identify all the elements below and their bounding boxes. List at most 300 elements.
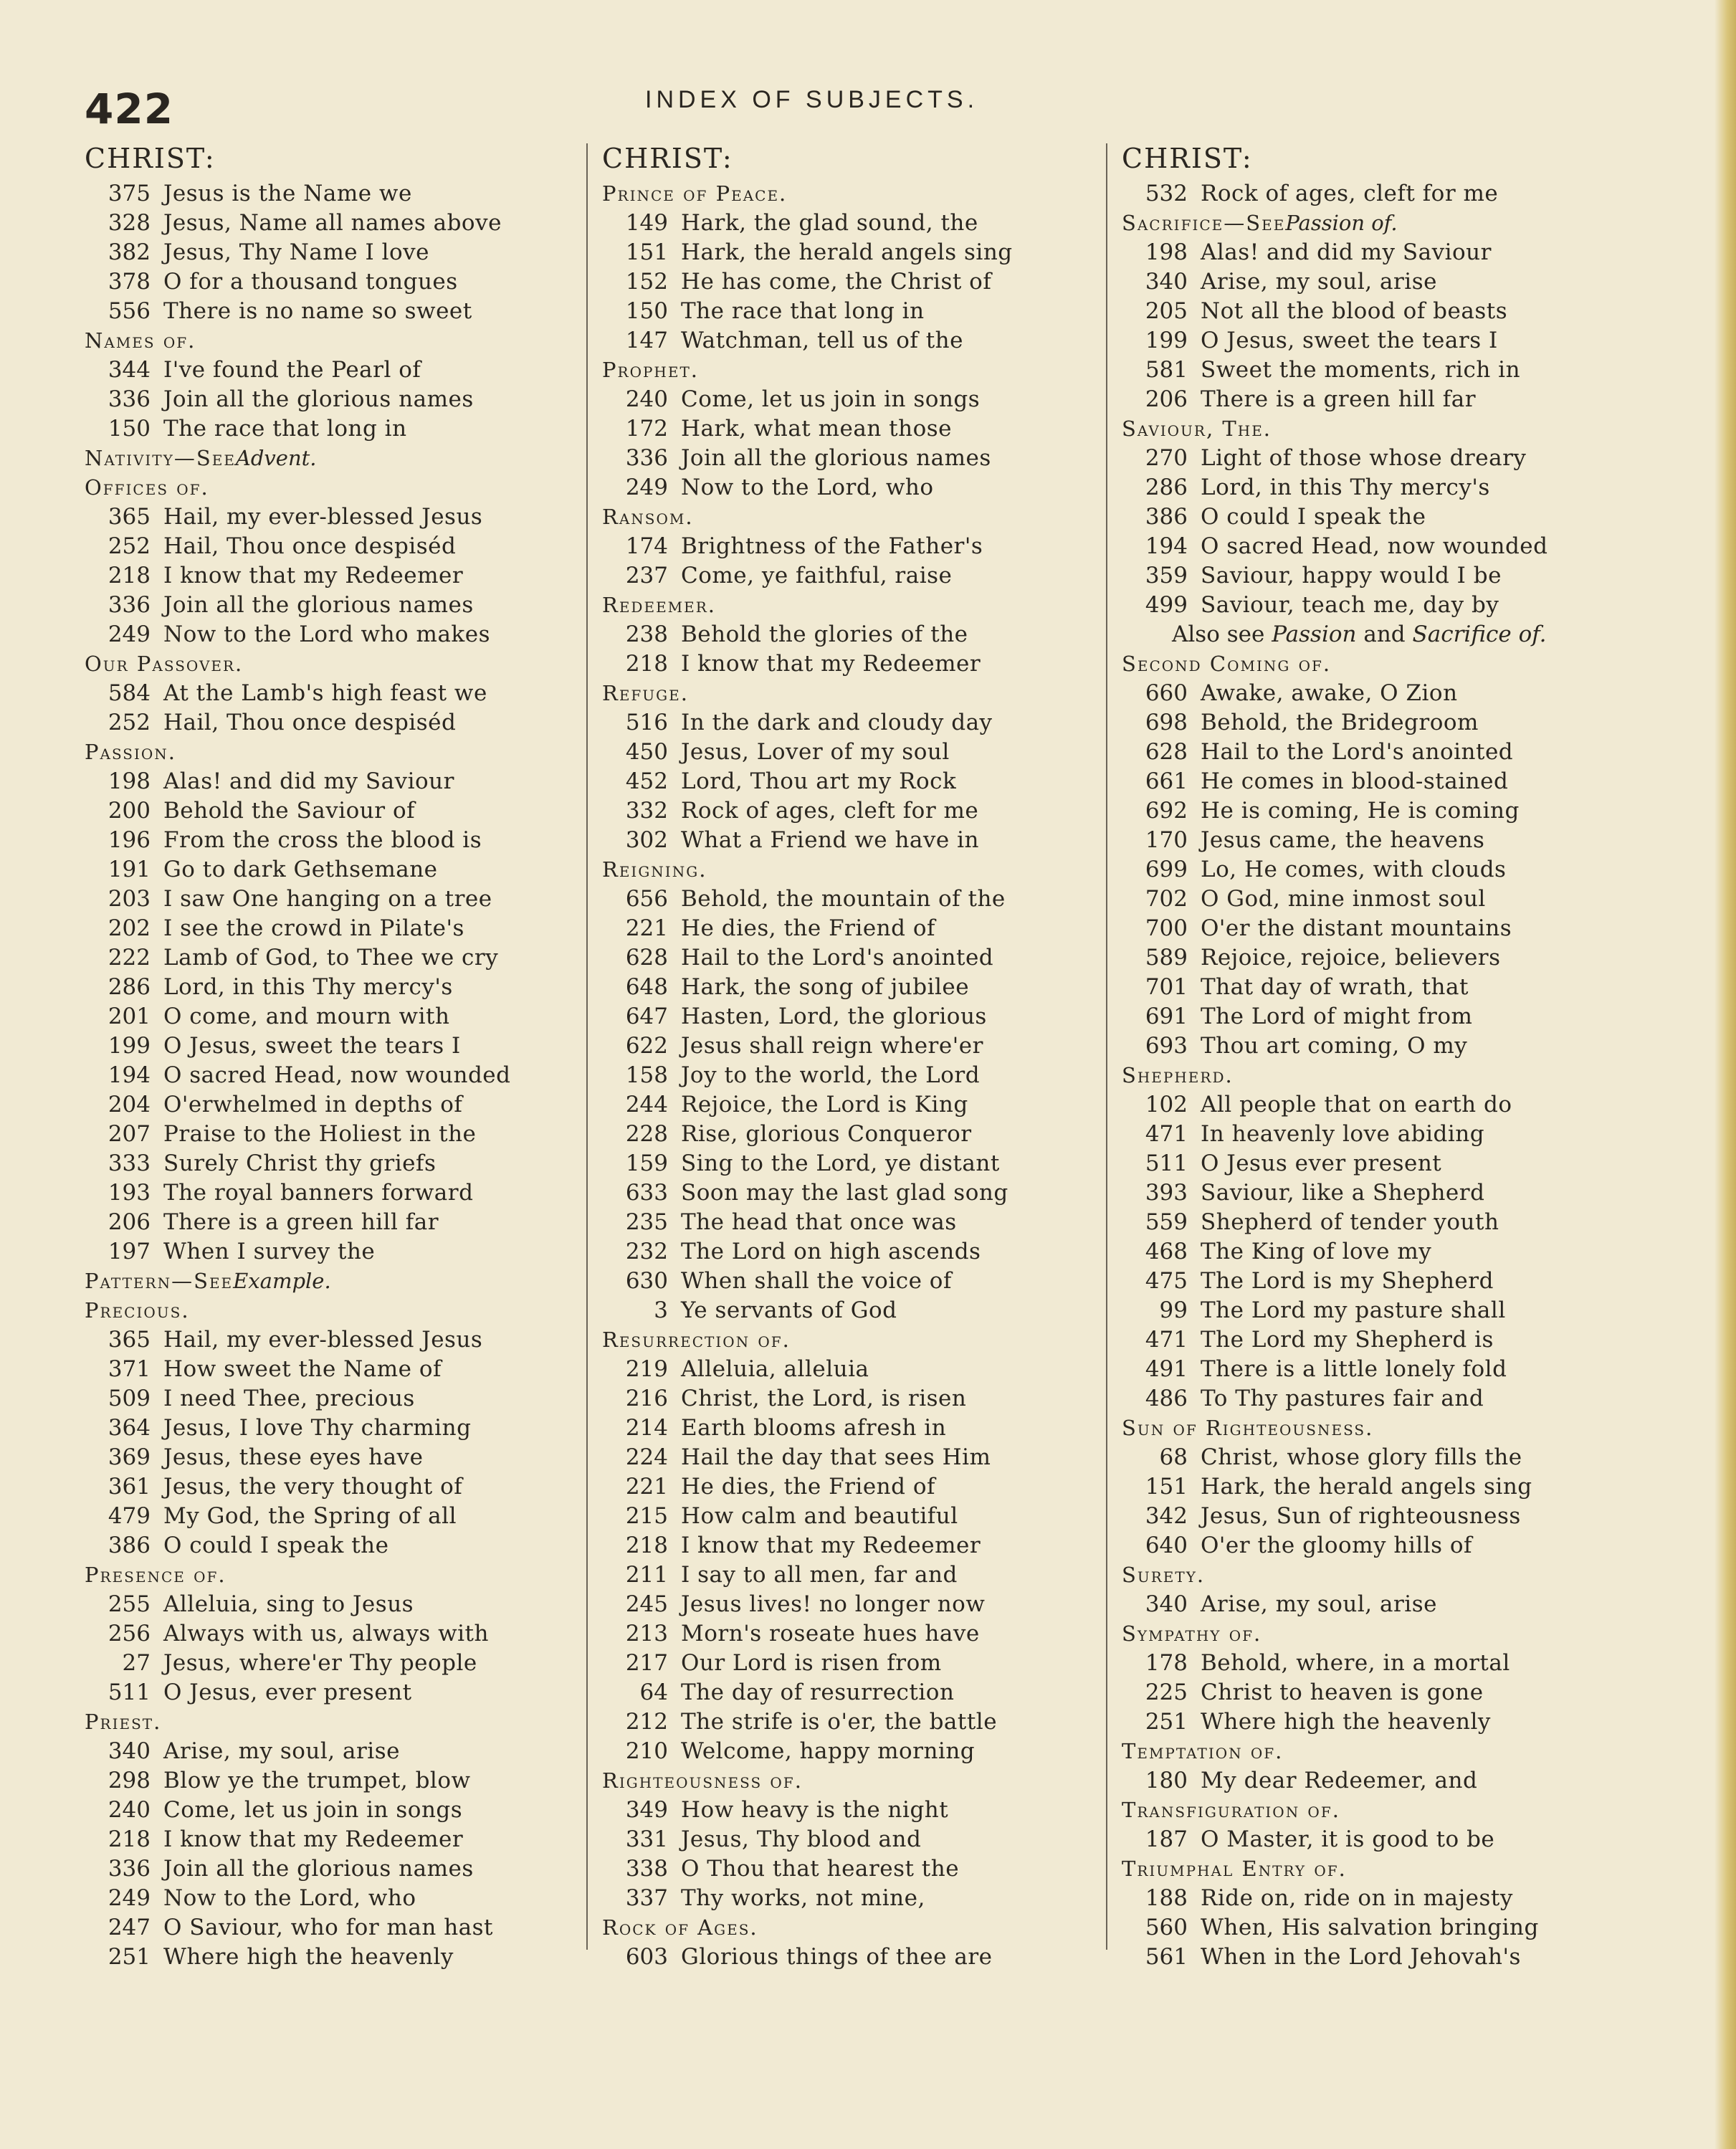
subject-title: Ransom. <box>602 505 694 529</box>
hymn-number: 337 <box>625 1885 668 1911</box>
hymn-first-line: Welcome, happy morning <box>681 1738 976 1764</box>
hymn-first-line: I know that my Redeemer <box>163 563 464 589</box>
see-reference: Passion of. <box>1285 211 1398 235</box>
index-entry <box>1122 502 1638 532</box>
hymn-first-line: Watchman, tell us of the <box>681 328 963 353</box>
hymn-number: 633 <box>625 1180 668 1206</box>
hymn-first-line: O for a thousand tongues <box>163 269 458 295</box>
hymn-first-line: Saviour, teach me, day by <box>1201 592 1499 618</box>
index-entry <box>85 1825 601 1854</box>
index-entry <box>602 885 1118 914</box>
hymn-first-line: Lord, in this Thy mercy's <box>163 974 453 1000</box>
index-entry <box>85 414 601 444</box>
hymn-number: 170 <box>1145 827 1188 853</box>
hymn-number: 256 <box>108 1621 151 1647</box>
subject-title: Our Passover. <box>85 652 244 676</box>
hymn-first-line: Jesus, Thy blood and <box>681 1826 922 1852</box>
hymn-first-line: O could I speak the <box>163 1533 389 1558</box>
hymn-number: 232 <box>625 1239 668 1264</box>
hymn-number: 371 <box>108 1356 151 1382</box>
hymn-first-line: Lo, He comes, with clouds <box>1201 857 1507 882</box>
hymn-number: 194 <box>108 1062 151 1088</box>
index-entry <box>1122 885 1638 914</box>
hymn-first-line: He has come, the Christ of <box>681 269 992 295</box>
index-entry <box>602 1002 1118 1031</box>
index-entry <box>1122 1678 1638 1707</box>
hymn-number: 151 <box>1145 1474 1188 1500</box>
subject-heading <box>85 326 601 356</box>
hymn-first-line: I know that my Redeemer <box>681 1533 981 1558</box>
index-entry <box>1122 179 1638 209</box>
subject-title: Second Coming of. <box>1122 652 1332 676</box>
hymn-number: 152 <box>625 269 668 295</box>
hymn-number: 560 <box>1145 1915 1188 1940</box>
hymn-first-line: There is a little lonely fold <box>1201 1356 1507 1382</box>
hymn-first-line: Earth blooms afresh in <box>681 1415 947 1441</box>
hymn-number: 340 <box>1145 269 1188 295</box>
index-entry <box>1122 385 1638 414</box>
index-entry <box>85 1237 601 1267</box>
subject-heading <box>602 502 1118 532</box>
index-entry <box>85 1913 601 1943</box>
hymn-number: 216 <box>625 1386 668 1411</box>
subject-heading <box>1122 1619 1638 1649</box>
subject-title: Righteousness of. <box>602 1768 803 1793</box>
hymn-first-line: I know that my Redeemer <box>163 1826 464 1852</box>
index-entry <box>602 1649 1118 1678</box>
hymn-number: 211 <box>625 1562 668 1588</box>
hymn-first-line: Go to dark Gethsemane <box>163 857 438 882</box>
index-entry <box>602 973 1118 1002</box>
hymn-number: 219 <box>625 1356 668 1382</box>
hymn-first-line: O come, and mourn with <box>163 1004 450 1029</box>
hymn-number: 393 <box>1145 1180 1188 1206</box>
index-entry <box>85 1472 601 1502</box>
hymn-number: 286 <box>108 974 151 1000</box>
hymn-first-line: Jesus is the Name we <box>163 181 412 206</box>
hymn-first-line: In heavenly love abiding <box>1201 1121 1485 1147</box>
hymn-first-line: O'er the distant mountains <box>1201 915 1512 941</box>
hymn-number: 589 <box>1145 945 1188 971</box>
hymn-first-line: Now to the Lord who makes <box>163 621 490 647</box>
hymn-first-line: Sweet the moments, rich in <box>1201 357 1521 383</box>
hymn-number: 556 <box>108 298 151 324</box>
hymn-number: 255 <box>108 1591 151 1617</box>
index-entry <box>602 1707 1118 1737</box>
index-entry <box>1122 943 1638 973</box>
hymn-number: 286 <box>1145 475 1188 500</box>
hymn-first-line: Jesus shall reign where'er <box>681 1033 983 1059</box>
subject-heading <box>1122 414 1638 444</box>
hymn-first-line: Glorious things of thee are <box>681 1944 993 1970</box>
hymn-first-line: He comes in blood-stained <box>1201 768 1509 794</box>
index-entry <box>602 1531 1118 1560</box>
subject-title: Sacrifice—See <box>1122 211 1286 235</box>
hymn-first-line: O Jesus ever present <box>1201 1150 1442 1176</box>
hymn-number: 196 <box>108 827 151 853</box>
hymn-first-line: I saw One hanging on a tree <box>163 886 492 912</box>
hymn-first-line: Blow ye the trumpet, blow <box>163 1768 471 1793</box>
index-entry <box>85 209 601 238</box>
index-entry <box>85 1737 601 1766</box>
hymn-number: 336 <box>108 386 151 412</box>
hymn-number: 147 <box>625 328 668 353</box>
index-entry <box>85 1355 601 1384</box>
index-entry <box>602 1472 1118 1502</box>
index-entry <box>85 1502 601 1531</box>
hymn-number: 693 <box>1145 1033 1188 1059</box>
hymn-number: 203 <box>108 886 151 912</box>
hymn-number: 204 <box>108 1092 151 1118</box>
hymn-number: 247 <box>108 1915 151 1940</box>
hymn-first-line: Come, ye faithful, raise <box>681 563 953 589</box>
hymn-first-line: Thou art coming, O my <box>1201 1033 1468 1059</box>
index-entry <box>85 1766 601 1796</box>
hymn-number: 491 <box>1145 1356 1188 1382</box>
hymn-number: 378 <box>108 269 151 295</box>
hymn-first-line: Rock of ages, cleft for me <box>681 798 979 824</box>
hymn-first-line: Hark, the song of jubilee <box>681 974 970 1000</box>
hymn-number: 218 <box>625 1533 668 1558</box>
index-entry <box>85 1002 601 1031</box>
hymn-number: 245 <box>625 1591 668 1617</box>
index-entry <box>1122 1884 1638 1913</box>
hymn-first-line: The race that long in <box>681 298 925 324</box>
subject-title: Surety. <box>1122 1563 1206 1587</box>
index-entry <box>602 473 1118 502</box>
index-entry <box>602 561 1118 591</box>
hymn-first-line: Rejoice, rejoice, believers <box>1201 945 1501 971</box>
index-entry <box>85 826 601 855</box>
index-entry <box>602 414 1118 444</box>
subject-title: Saviour, The. <box>1122 416 1272 441</box>
index-entry <box>85 1943 601 1972</box>
hymn-first-line: The race that long in <box>163 416 407 442</box>
see-reference: Advent. <box>235 446 317 470</box>
hymn-number: 158 <box>625 1062 668 1088</box>
index-entry <box>85 1208 601 1237</box>
index-entry <box>602 914 1118 943</box>
hymn-first-line: Come, let us join in songs <box>681 386 981 412</box>
hymn-first-line: O sacred Head, now wounded <box>1201 533 1548 559</box>
hymn-first-line: Alas! and did my Saviour <box>163 768 454 794</box>
hymn-first-line: Thy works, not mine, <box>681 1885 925 1911</box>
hymn-number: 150 <box>625 298 668 324</box>
hymn-first-line: O sacred Head, now wounded <box>163 1062 511 1088</box>
hymn-number: 338 <box>625 1856 668 1882</box>
subject-title: Names of. <box>85 328 196 353</box>
index-entry <box>1122 532 1638 561</box>
index-entry <box>85 1178 601 1208</box>
hymn-first-line: That day of wrath, that <box>1201 974 1469 1000</box>
hymn-first-line: Jesus, Thy Name I love <box>163 239 430 265</box>
hymn-number: 238 <box>625 621 668 647</box>
hymn-first-line: Hail, my ever-blessed Jesus <box>163 504 483 530</box>
index-entry <box>1122 855 1638 885</box>
hymn-first-line: Behold, where, in a mortal <box>1201 1650 1510 1676</box>
hymn-number: 199 <box>1145 328 1188 353</box>
index-entry <box>602 1178 1118 1208</box>
hymn-number: 249 <box>108 621 151 647</box>
hymn-first-line: Our Lord is risen from <box>681 1650 942 1676</box>
index-entry <box>1122 1296 1638 1325</box>
hymn-number: 99 <box>1159 1297 1188 1323</box>
hymn-first-line: Jesus, the very thought of <box>163 1474 463 1500</box>
index-entry <box>1122 1090 1638 1120</box>
index-column-3 <box>1122 142 1638 1972</box>
hymn-number: 450 <box>625 739 668 765</box>
index-entry <box>602 1943 1118 1972</box>
hymn-number: 486 <box>1145 1386 1188 1411</box>
hymn-first-line: When shall the voice of <box>681 1268 952 1294</box>
hymn-number: 369 <box>108 1444 151 1470</box>
subject-heading <box>85 1707 601 1737</box>
hymn-first-line: Awake, awake, O Zion <box>1201 680 1458 706</box>
hymn-number: 198 <box>1145 239 1188 265</box>
hymn-number: 206 <box>1145 386 1188 412</box>
hymn-number: 331 <box>625 1826 668 1852</box>
page-number: 422 <box>85 85 174 133</box>
hymn-first-line: Jesus came, the heavens <box>1201 827 1485 853</box>
hymn-number: 475 <box>1145 1268 1188 1294</box>
hymn-number: 302 <box>625 827 668 853</box>
subject-heading <box>85 473 601 502</box>
hymn-number: 206 <box>108 1209 151 1235</box>
hymn-number: 471 <box>1145 1121 1188 1147</box>
hymn-number: 244 <box>625 1092 668 1118</box>
subject-title: Precious. <box>85 1298 190 1323</box>
index-entry <box>602 649 1118 679</box>
hymn-first-line: Jesus, I love Thy charming <box>163 1415 472 1441</box>
subject-heading <box>602 855 1118 885</box>
hymn-first-line: Now to the Lord, who <box>681 475 934 500</box>
hymn-number: 532 <box>1145 181 1188 206</box>
running-head: INDEX OF SUBJECTS. <box>645 86 979 113</box>
hymn-number: 340 <box>1145 1591 1188 1617</box>
index-entry <box>602 1825 1118 1854</box>
column-heading: CHRIST: <box>602 143 733 174</box>
index-entry <box>85 502 601 532</box>
hymn-number: 386 <box>1145 504 1188 530</box>
column-heading: CHRIST: <box>85 143 216 174</box>
hymn-first-line: O Jesus, sweet the tears I <box>1201 328 1498 353</box>
index-entry <box>602 1031 1118 1061</box>
hymn-first-line: How heavy is the night <box>681 1797 949 1823</box>
hymn-number: 361 <box>108 1474 151 1500</box>
hymn-first-line: Hail, my ever-blessed Jesus <box>163 1327 483 1353</box>
hymn-number: 359 <box>1145 563 1188 589</box>
index-entry <box>602 297 1118 326</box>
hymn-first-line: Hark, what mean those <box>681 416 953 442</box>
hymn-first-line: Hail to the Lord's anointed <box>681 945 994 971</box>
hymn-number: 214 <box>625 1415 668 1441</box>
page-edge <box>1714 0 1736 2149</box>
hymn-first-line: How calm and beautiful <box>681 1503 958 1529</box>
subject-heading <box>602 356 1118 385</box>
hymn-first-line: Behold the Saviour of <box>163 798 416 824</box>
hymn-number: 199 <box>108 1033 151 1059</box>
index-entry <box>602 620 1118 649</box>
hymn-number: 365 <box>108 1327 151 1353</box>
subject-heading <box>602 1913 1118 1943</box>
column-divider <box>1106 143 1107 1950</box>
hymn-number: 700 <box>1145 915 1188 941</box>
hymn-first-line: The head that once was <box>681 1209 957 1235</box>
index-entry <box>602 1443 1118 1472</box>
hymn-number: 340 <box>108 1738 151 1764</box>
hymn-first-line: He dies, the Friend of <box>681 1474 935 1500</box>
index-entry <box>602 326 1118 356</box>
index-entry <box>1122 826 1638 855</box>
index-entry <box>85 796 601 826</box>
index-entry <box>602 738 1118 767</box>
hymn-number: 622 <box>625 1033 668 1059</box>
index-entry <box>1122 1502 1638 1531</box>
subject-title: Prophet. <box>602 358 700 382</box>
index-entry <box>1122 561 1638 591</box>
hymn-first-line: Alleluia, alleluia <box>681 1356 869 1382</box>
hymn-first-line: Alleluia, sing to Jesus <box>163 1591 414 1617</box>
hymn-number: 222 <box>108 945 151 971</box>
hymn-first-line: He is coming, He is coming <box>1201 798 1520 824</box>
hymn-first-line: Arise, my soul, arise <box>1201 269 1437 295</box>
hymn-first-line: Sing to the Lord, ye distant <box>681 1150 1000 1176</box>
hymn-number: 382 <box>108 239 151 265</box>
hymn-first-line: Jesus lives! no longer now <box>681 1591 986 1617</box>
hymn-number: 191 <box>108 857 151 882</box>
index-entry <box>602 1120 1118 1149</box>
index-entry <box>1122 1384 1638 1414</box>
hymn-first-line: Ye servants of God <box>681 1297 897 1323</box>
hymn-number: 178 <box>1145 1650 1188 1676</box>
index-entry <box>602 267 1118 297</box>
subject-title: Temptation of. <box>1122 1739 1284 1763</box>
hymn-number: 151 <box>625 239 668 265</box>
index-entry <box>1122 473 1638 502</box>
hymn-first-line: I say to all men, far and <box>681 1562 958 1588</box>
hymn-first-line: Rock of ages, cleft for me <box>1201 181 1499 206</box>
index-column-2 <box>602 142 1118 1972</box>
hymn-number: 375 <box>108 181 151 206</box>
subject-heading <box>1122 1414 1638 1443</box>
hymn-first-line: Always with us, always with <box>163 1621 489 1647</box>
hymn-number: 333 <box>108 1150 151 1176</box>
hymn-number: 251 <box>108 1944 151 1970</box>
index-entry <box>602 1090 1118 1120</box>
hymn-first-line: The King of love my <box>1201 1239 1432 1264</box>
hymn-number: 365 <box>108 504 151 530</box>
index-entry <box>602 1796 1118 1825</box>
hymn-number: 240 <box>108 1797 151 1823</box>
index-entry <box>602 1502 1118 1531</box>
index-entry <box>1122 1208 1638 1237</box>
hymn-number: 188 <box>1145 1885 1188 1911</box>
hymn-number: 174 <box>625 533 668 559</box>
hymn-first-line: I've found the Pearl of <box>163 357 421 383</box>
subject-title: Prince of Peace. <box>602 181 788 206</box>
hymn-first-line: Jesus, where'er Thy people <box>163 1650 477 1676</box>
hymn-number: 249 <box>625 475 668 500</box>
hymn-number: 235 <box>625 1209 668 1235</box>
hymn-first-line: Jesus, these eyes have <box>163 1444 424 1470</box>
hymn-number: 218 <box>108 1826 151 1852</box>
index-entry <box>1122 1325 1638 1355</box>
index-entry <box>85 532 601 561</box>
index-entry <box>85 297 601 326</box>
index-entry <box>602 1854 1118 1884</box>
index-entry <box>1122 1149 1638 1178</box>
hymn-number: 251 <box>1145 1709 1188 1735</box>
index-entry <box>602 943 1118 973</box>
hymn-number: 270 <box>1145 445 1188 471</box>
hymn-number: 661 <box>1145 768 1188 794</box>
index-entry <box>1122 679 1638 708</box>
hymn-number: 660 <box>1145 680 1188 706</box>
hymn-number: 210 <box>625 1738 668 1764</box>
subject-heading <box>602 679 1118 708</box>
index-entry <box>85 1678 601 1707</box>
hymn-number: 336 <box>108 1856 151 1882</box>
index-entry <box>602 1237 1118 1267</box>
hymn-first-line: Surely Christ thy griefs <box>163 1150 437 1176</box>
hymn-number: 159 <box>625 1150 668 1176</box>
index-entry <box>602 1296 1118 1325</box>
hymn-first-line: What a Friend we have in <box>681 827 979 853</box>
hymn-first-line: Hail, Thou once despiséd <box>163 710 457 735</box>
hymn-number: 336 <box>625 445 668 471</box>
index-entry <box>1122 1913 1638 1943</box>
index-entry <box>1122 1943 1638 1972</box>
index-entry <box>1122 356 1638 385</box>
hymn-number: 180 <box>1145 1768 1188 1793</box>
index-entry <box>1122 796 1638 826</box>
hymn-number: 218 <box>108 563 151 589</box>
index-entry <box>85 1531 601 1560</box>
hymn-first-line: O'erwhelmed in depths of <box>163 1092 463 1118</box>
index-entry <box>85 267 601 297</box>
hymn-number: 27 <box>122 1650 151 1676</box>
hymn-first-line: The royal banners forward <box>163 1180 474 1206</box>
hymn-number: 499 <box>1145 592 1188 618</box>
index-entry <box>1122 1120 1638 1149</box>
hymn-first-line: Alas! and did my Saviour <box>1201 239 1492 265</box>
hymn-first-line: O Thou that hearest the <box>681 1856 960 1882</box>
hymn-first-line: O Saviour, who for man hast <box>163 1915 494 1940</box>
hymn-number: 193 <box>108 1180 151 1206</box>
hymn-number: 237 <box>625 563 668 589</box>
subject-heading <box>602 179 1118 209</box>
hymn-number: 212 <box>625 1709 668 1735</box>
hymn-first-line: The Lord of might from <box>1201 1004 1473 1029</box>
hymn-first-line: Rise, glorious Conqueror <box>681 1121 972 1147</box>
index-entry <box>85 591 601 620</box>
hymn-number: 187 <box>1145 1826 1188 1852</box>
hymn-first-line: Behold the glories of the <box>681 621 968 647</box>
hymn-number: 197 <box>108 1239 151 1264</box>
index-entry <box>1122 1825 1638 1854</box>
index-entry <box>602 1414 1118 1443</box>
subject-title: Sympathy of. <box>1122 1621 1262 1646</box>
index-entry <box>85 179 601 209</box>
also-prefix: Also see <box>1172 621 1265 647</box>
hymn-first-line: O'er the gloomy hills of <box>1201 1533 1473 1558</box>
index-entry <box>85 1325 601 1355</box>
hymn-first-line: Christ, whose glory fills the <box>1201 1444 1522 1470</box>
hymn-number: 205 <box>1145 298 1188 324</box>
hymn-number: 584 <box>108 680 151 706</box>
index-entry <box>85 1090 601 1120</box>
subject-title: Reigning. <box>602 857 707 882</box>
